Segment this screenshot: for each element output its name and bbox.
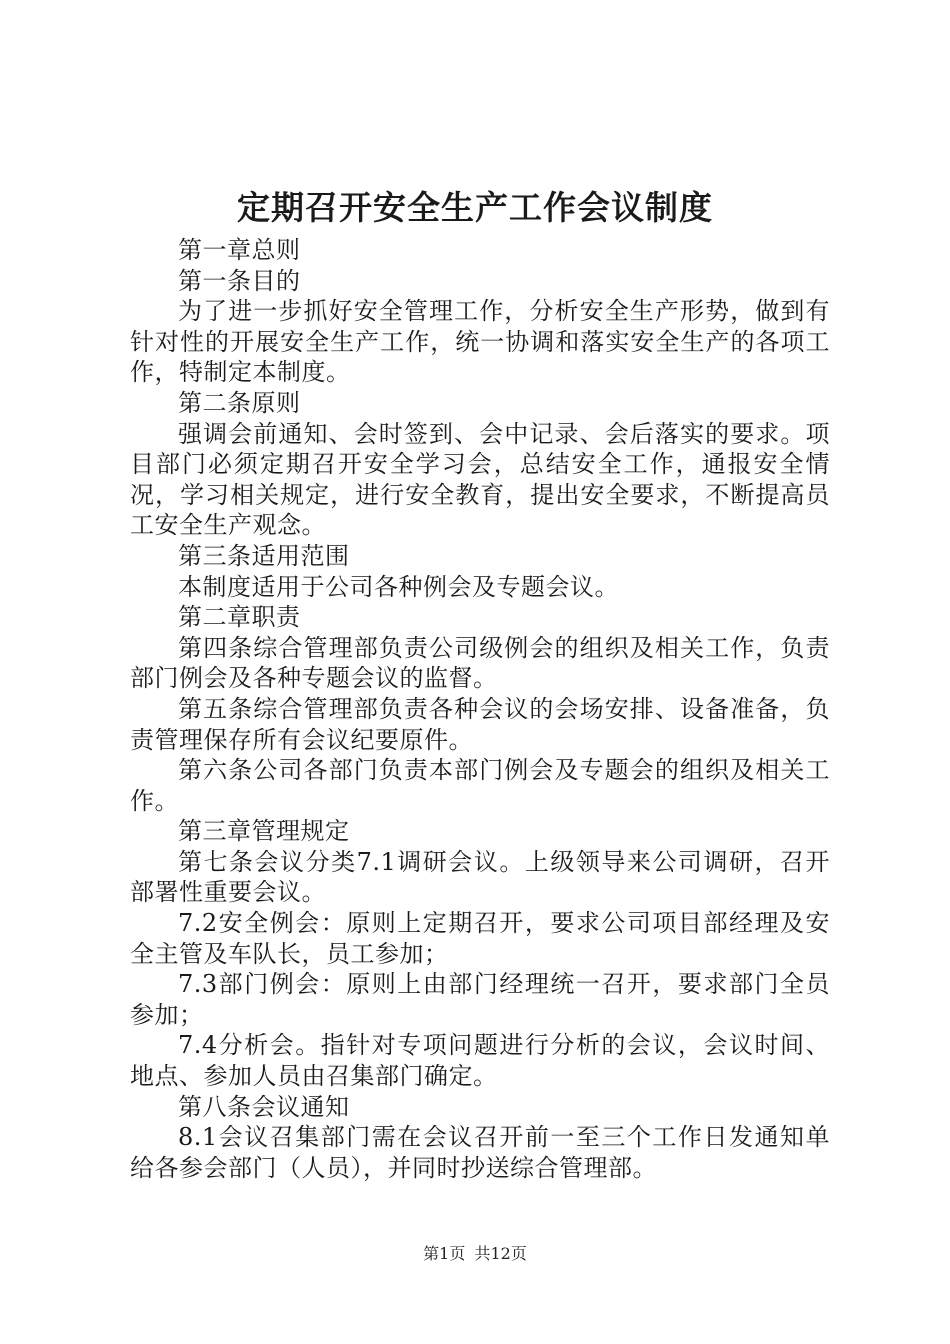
- article-heading: 第二条原则: [178, 388, 301, 417]
- article-heading: 第一条目的: [178, 266, 301, 295]
- paragraph: 第五条综合管理部负责各种会议的会场安排、设备准备，负责管理保存所有会议纪要原件。: [130, 694, 830, 754]
- article-heading: 第八条会议通知: [178, 1092, 350, 1121]
- paragraph: 第六条公司各部门负责本部门例会及专题会的组织及相关工作。: [130, 756, 830, 815]
- paragraph: 第七条会议分类7.1调研会议。上级领导来公司调研，召开部署性重要会议。: [130, 847, 830, 907]
- paragraph: 7.2安全例会：原则上定期召开，要求公司项目部经理及安全主管及车队长，员工参加；: [130, 909, 830, 968]
- paragraph: 本制度适用于公司各种例会及专题会议。: [178, 572, 619, 601]
- chapter-heading: 第一章总则: [178, 236, 301, 264]
- paragraph: 7.3部门例会：原则上由部门经理统一召开，要求部门全员参加；: [130, 970, 830, 1029]
- article-heading: 第三条适用范围: [178, 541, 350, 570]
- paragraph: 强调会前通知、会时签到、会中记录、会后落实的要求。项目部门必须定期召开安全学习会，总结安全工作，通报安全情况，学习相关规定，进行安全教育，提出安全要求，不断提高员工安全生产观念。: [130, 419, 830, 540]
- paragraph: 8.1会议召集部门需在会议召开前一至三个工作日发通知单给各参会部门（人员），并同时抄送综合管理部。: [130, 1123, 830, 1182]
- page-footer: [0, 1244, 950, 1264]
- document-title: 定期召开安全生产工作会议制度: [237, 188, 713, 227]
- page-number: 第1页: [423, 1244, 466, 1263]
- page-total: 共12页: [474, 1244, 527, 1263]
- document-body: [130, 235, 830, 1183]
- paragraph: 7.4分析会。指针对专项问题进行分析的会议，会议时间、地点、参加人员由召集部门确定。: [130, 1031, 830, 1091]
- paragraph: 第四条综合管理部负责公司级例会的组织及相关工作，负责部门例会及各种专题会议的监督。: [130, 633, 830, 693]
- paragraph: 为了进一步抓好安全管理工作，分析安全生产形势，做到有针对性的开展安全生产工作，统一协调和落实安全生产的各项工作，特制定本制度。: [130, 297, 830, 387]
- chapter-heading: 第三章管理规定: [178, 817, 350, 846]
- chapter-heading: 第二章职责: [178, 603, 301, 632]
